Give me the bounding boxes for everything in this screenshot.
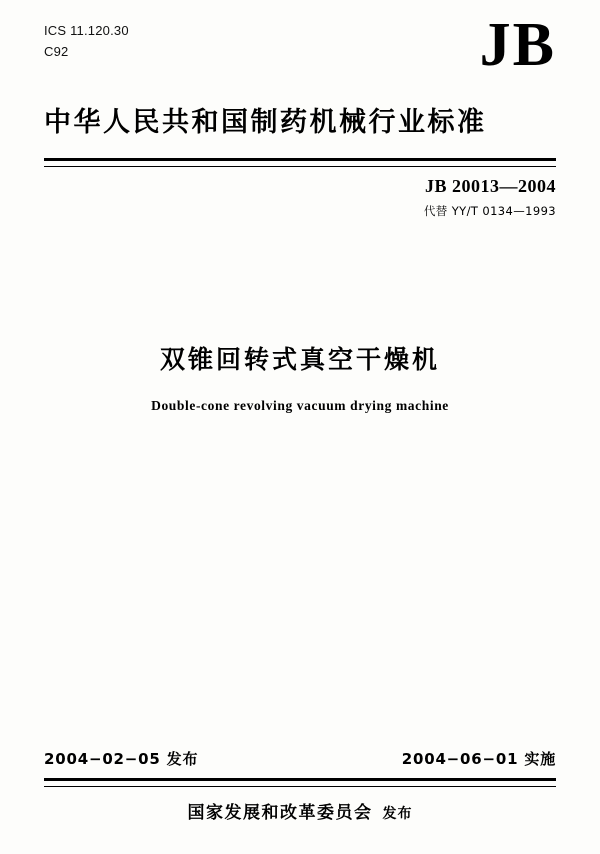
issuing-body-title: 中华人民共和国制药机械行业标准 — [44, 107, 487, 138]
ccs-code: C92 — [44, 43, 69, 59]
header-divider-thick — [44, 158, 556, 161]
publisher-suffix: 发布 — [382, 806, 413, 822]
footer-divider-thick — [44, 778, 556, 781]
publisher-line — [0, 798, 600, 823]
ics-code: ICS 11.120.30 — [44, 23, 129, 38]
effective-date: 2004−06−01 实施 — [401, 750, 556, 768]
issue-date: 2004−02−05 发布 — [44, 750, 199, 768]
replaces-note: 代替 YY/T 0134—1993 — [423, 204, 556, 218]
document-title-en: Double-cone revolving vacuum drying machine — [151, 398, 449, 413]
jb-logo: JB — [479, 11, 556, 79]
date-row — [44, 748, 556, 769]
footer-divider-thin — [44, 786, 556, 787]
standard-number: JB 20013—2004 — [424, 176, 556, 196]
classification-codes — [44, 22, 129, 62]
publisher-name: 国家发展和改革委员会 — [187, 803, 373, 823]
standard-number-block — [424, 176, 556, 219]
document-title-cn: 双锥回转式真空干燥机 — [159, 345, 440, 374]
header-divider-thin — [44, 166, 556, 167]
